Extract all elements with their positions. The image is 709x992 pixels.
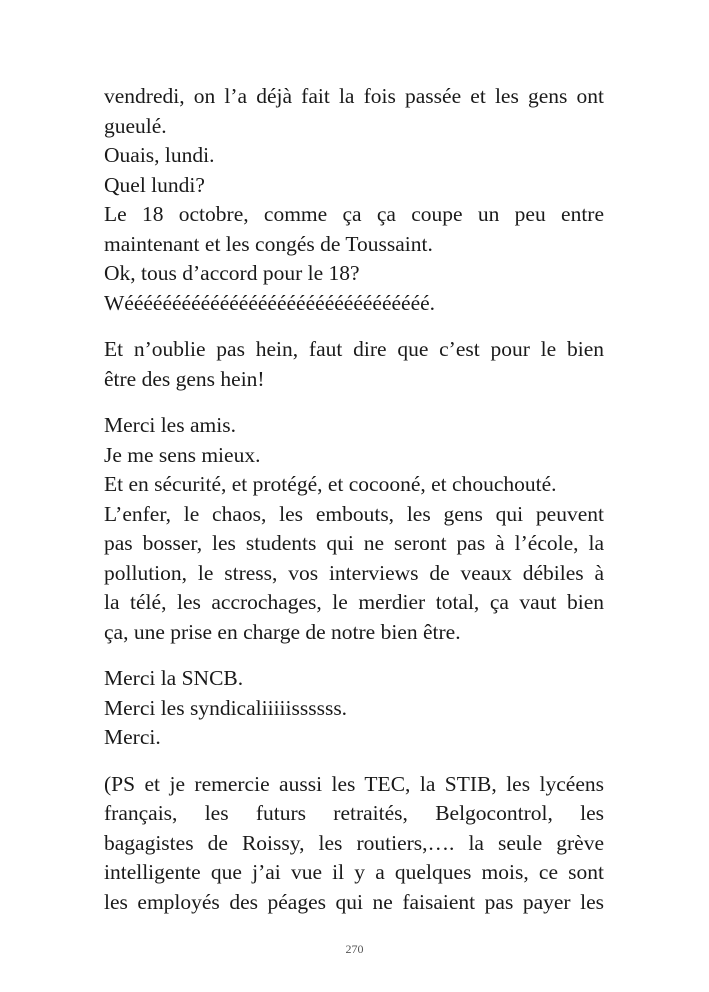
page-number: 270 <box>345 942 364 956</box>
paragraph <box>104 335 604 394</box>
page-body <box>104 82 604 917</box>
text-line: Merci. <box>104 725 161 749</box>
text-line: L’enfer, le chaos, les embouts, les gens qui peuvent <box>104 501 604 526</box>
text-line: Et n’oublie pas hein, faut dire que c’est pour le bien <box>104 337 604 361</box>
paragraph-spacer <box>104 753 604 770</box>
paragraph-spacer <box>104 647 604 664</box>
text-line: pollution, le stress, vos interviews de veaux débiles à <box>104 560 604 585</box>
text-line: les employés des péages qui ne faisaient pas payer les <box>104 889 604 914</box>
paragraph-spacer <box>104 318 604 335</box>
text-line: bagagistes de Roissy, les routiers,…. la seule grève <box>104 830 604 855</box>
paragraph-spacer <box>104 394 604 411</box>
text-line: Merci les amis. <box>104 413 236 437</box>
text-line: être des gens hein! <box>104 366 265 391</box>
text-line: Le 18 octobre, comme ça ça coupe un peu entre <box>104 202 604 226</box>
text-line: pas bosser, les students qui ne seront pas à l’école, la <box>104 531 604 555</box>
text-line: vendredi, on l’a déjà fait la fois passée et les gens ont <box>104 84 604 108</box>
text-line: Quel lundi? <box>104 172 205 197</box>
text-line: Wéééééééééééééééééééééééééééééééé. <box>104 290 436 315</box>
text-line: maintenant et les congés de Toussaint. <box>104 231 433 256</box>
paragraph <box>104 411 604 647</box>
text-line: la télé, les accrochages, le merdier total, ça vaut bien <box>104 590 604 614</box>
text-line: Merci la SNCB. <box>104 666 244 690</box>
text-line: Je me sens mieux. <box>104 442 261 467</box>
text-line: gueulé. <box>104 113 167 138</box>
text-line: Merci les syndicaliiiiissssss. <box>104 695 348 720</box>
text-line: Ouais, lundi. <box>104 143 215 167</box>
paragraph <box>104 82 604 318</box>
text-line: (PS et je remercie aussi les TEC, la STIB, les lycéens <box>104 771 604 796</box>
text-line: Et en sécurité, et protégé, et cocooné, et chouchouté. <box>104 472 557 496</box>
text-line: Ok, tous d’accord pour le 18? <box>104 261 360 285</box>
text-line: intelligente que j’ai vue il y a quelques mois, ce sont <box>104 860 604 884</box>
text-line: ça, une prise en charge de notre bien être. <box>104 619 461 644</box>
paragraph <box>104 770 604 918</box>
paragraph <box>104 664 604 753</box>
text-line: français, les futurs retraités, Belgocontrol, les <box>104 801 604 825</box>
